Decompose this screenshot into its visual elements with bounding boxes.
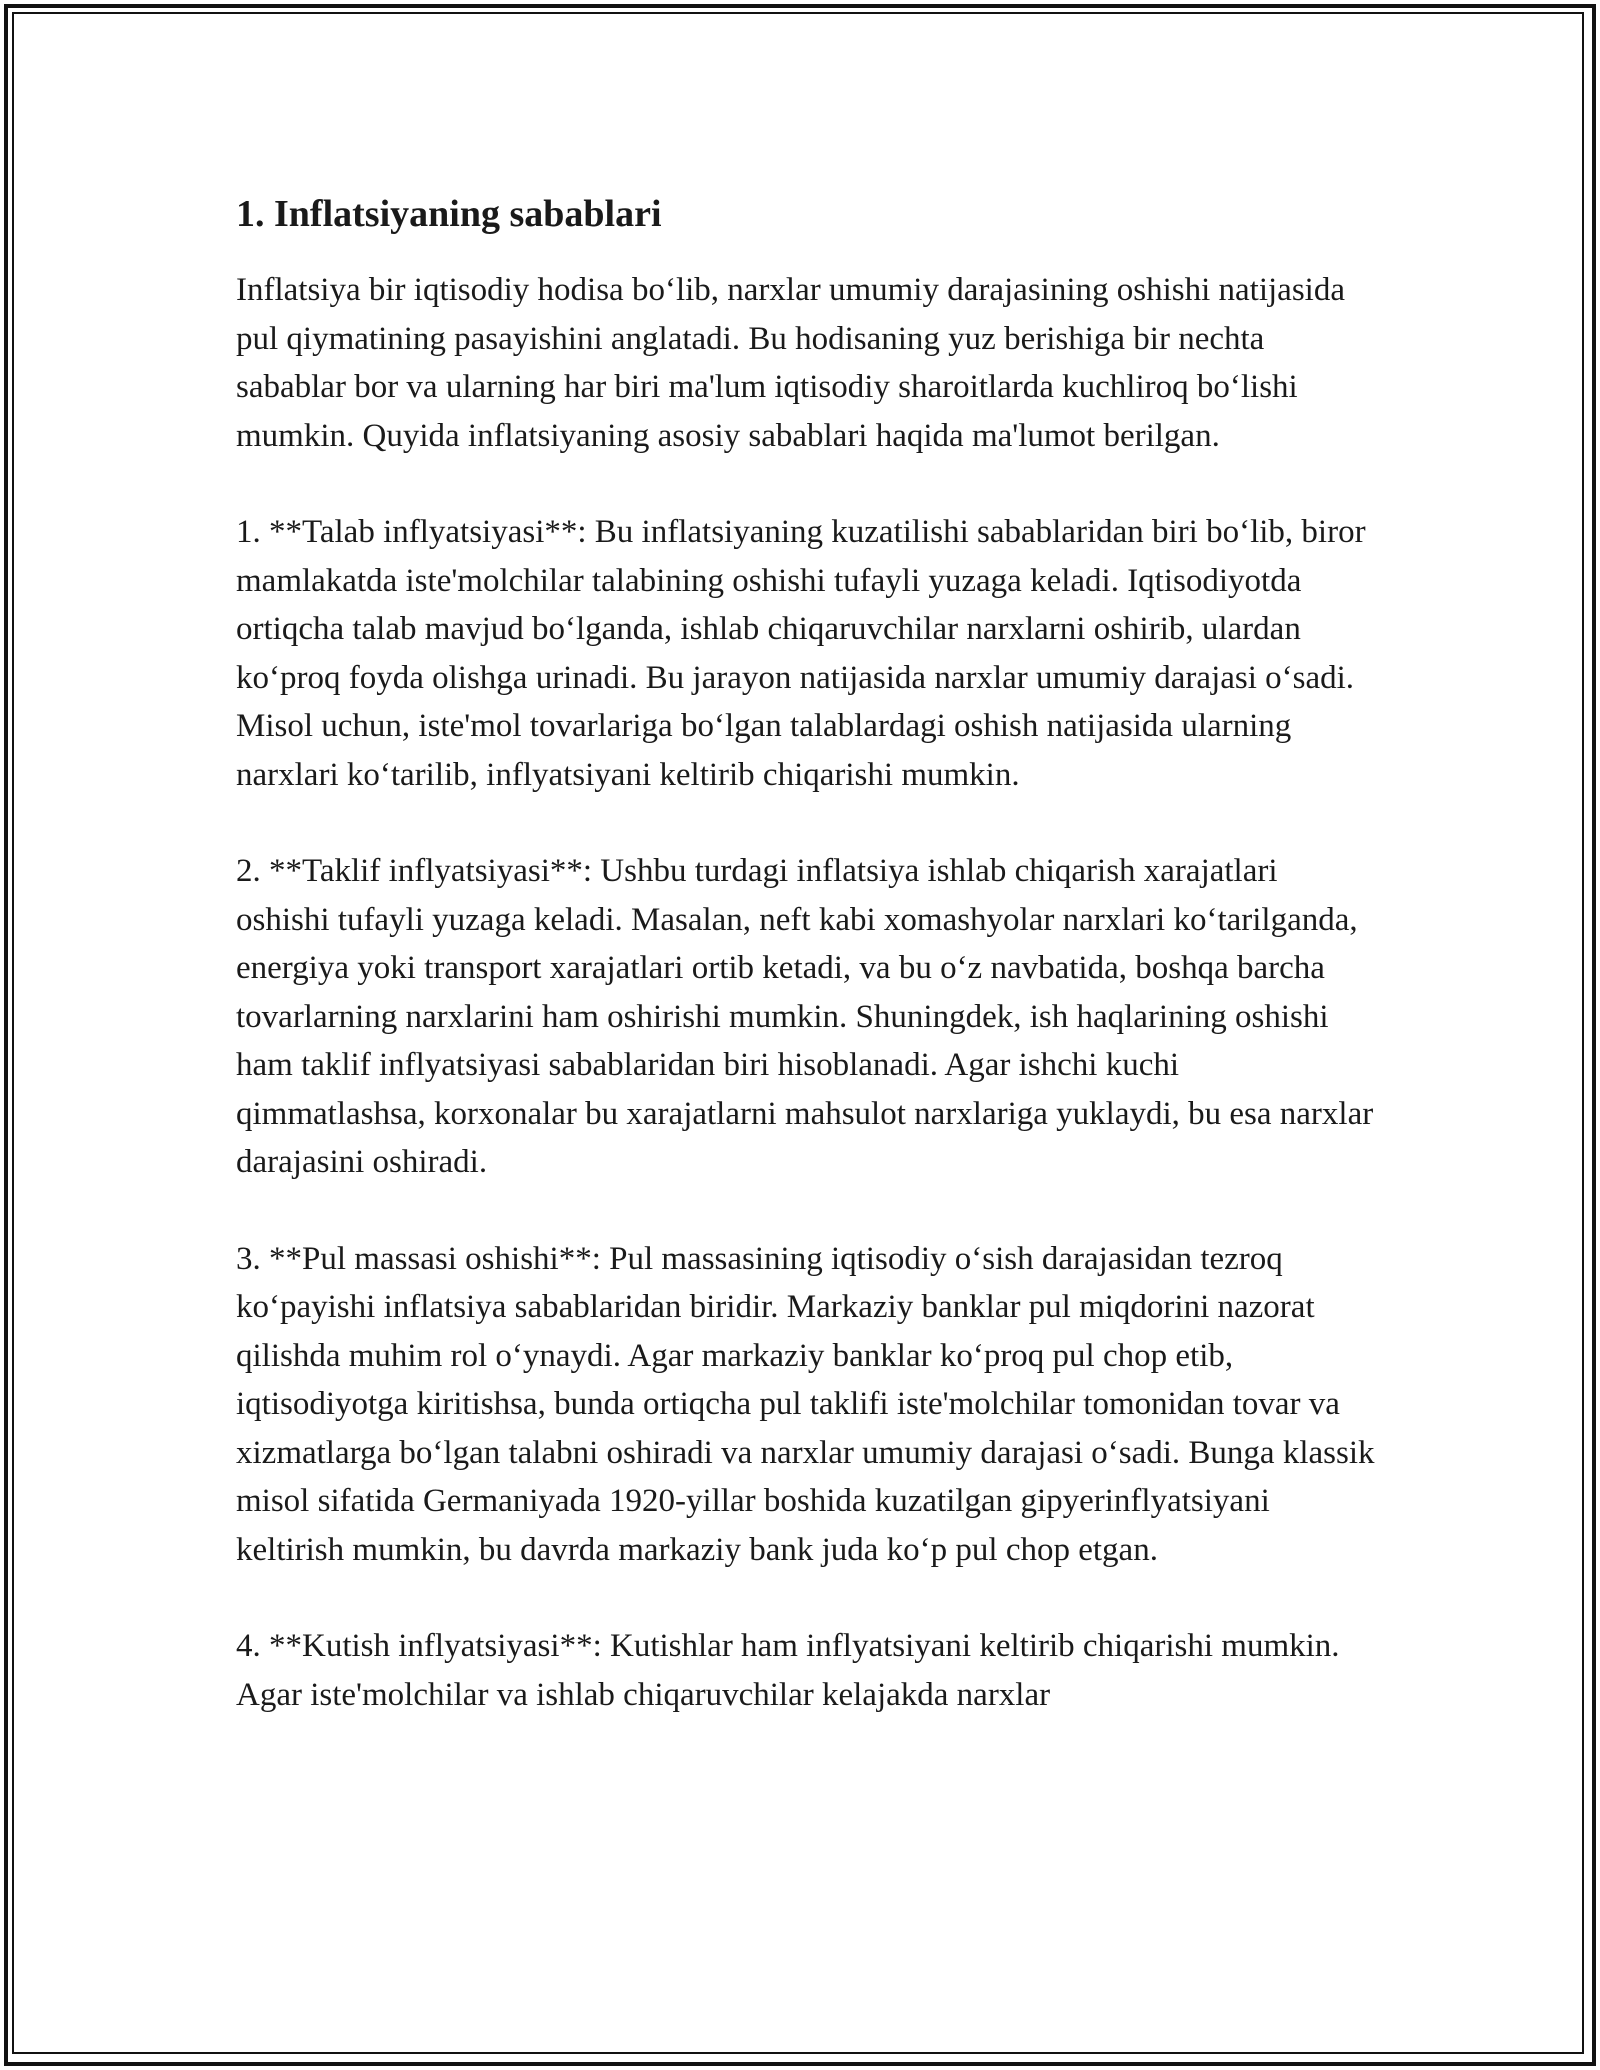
paragraph-demand-inflation: 1. **Talab inflyatsiyasi**: Bu inflatsiyaning kuzatilishi sabablaridan biri bo‘lib, biror mamlakatda iste'molchilar talabining oshishi tufayli yuzaga keladi. Iqtisodiyotda ortiqcha talab mavjud bo‘lganda, ishlab chiqaruvchilar narxlarni oshirib, ulardan ko‘proq foyda olishga urinadi. Bu jarayon natijasida narxlar umumiy darajasi o‘sadi. Misol uchun, iste'mol tovarlariga bo‘lgan talablardagi oshish natijasida ularning narxlari ko‘tarilib, inflyatsiyani keltirib chiqarishi mumkin. xyxy=(236,514,1366,793)
document-body xyxy=(236,186,1376,1719)
paragraph-expectation-inflation: 4. **Kutish inflyatsiyasi**: Kutishlar ham inflyatsiyani keltirib chiqarishi mumkin. Agar iste'molchilar va ishlab chiqaruvchilar kelajakda narxlar xyxy=(236,1628,1340,1713)
intro-paragraph: Inflatsiya bir iqtisodiy hodisa bo‘lib, narxlar umumiy darajasining oshishi natijasida pul qiymatining pasayishini anglatadi. Bu hodisaning yuz berishiga bir nechta sabablar bor va ularning har biri ma'lum iqtisodiy sharoitlarda kuchliroq bo‘lishi mumkin. Quyida inflatsiyaning asosiy sabablari haqida ma'lumot berilgan. xyxy=(236,272,1345,454)
section-heading: 1. Inflatsiyaning sabablari xyxy=(236,193,662,235)
paragraph-supply-inflation: 2. **Taklif inflyatsiyasi**: Ushbu turdagi inflatsiya ishlab chiqarish xarajatlari oshishi tufayli yuzaga keladi. Masalan, neft kabi xomashyolar narxlari ko‘tarilganda, energiya yoki transport xarajatlari ortib ketadi, va bu o‘z navbatida, boshqa barcha tovarlarning narxlarini ham oshirishi mumkin. Shuningdek, ish haqlarining oshishi ham taklif inflyatsiyasi sabablaridan biri hisoblanadi. Agar ishchi kuchi qimmatlashsa, korxonalar bu xarajatlarni mahsulot narxlariga yuklaydi, bu esa narxlar darajasini oshiradi. xyxy=(236,853,1374,1180)
paragraph-money-supply: 3. **Pul massasi oshishi**: Pul massasining iqtisodiy o‘sish darajasidan tezroq ko‘payishi inflatsiya sabablaridan biridir. Markaziy banklar pul miqdorini nazorat qilishda muhim rol o‘ynaydi. Agar markaziy banklar ko‘proq pul chop etib, iqtisodiyotga kiritishsa, bunda ortiqcha pul taklifi iste'molchilar tomonidan tovar va xizmatlarga bo‘lgan talabni oshiradi va narxlar umumiy darajasi o‘sadi. Bunga klassik misol sifatida Germaniyada 1920-yillar boshida kuzatilgan gipyerinflyatsiyani keltirish mumkin, bu davrda markaziy bank juda ko‘p pul chop etgan. xyxy=(236,1240,1375,1568)
